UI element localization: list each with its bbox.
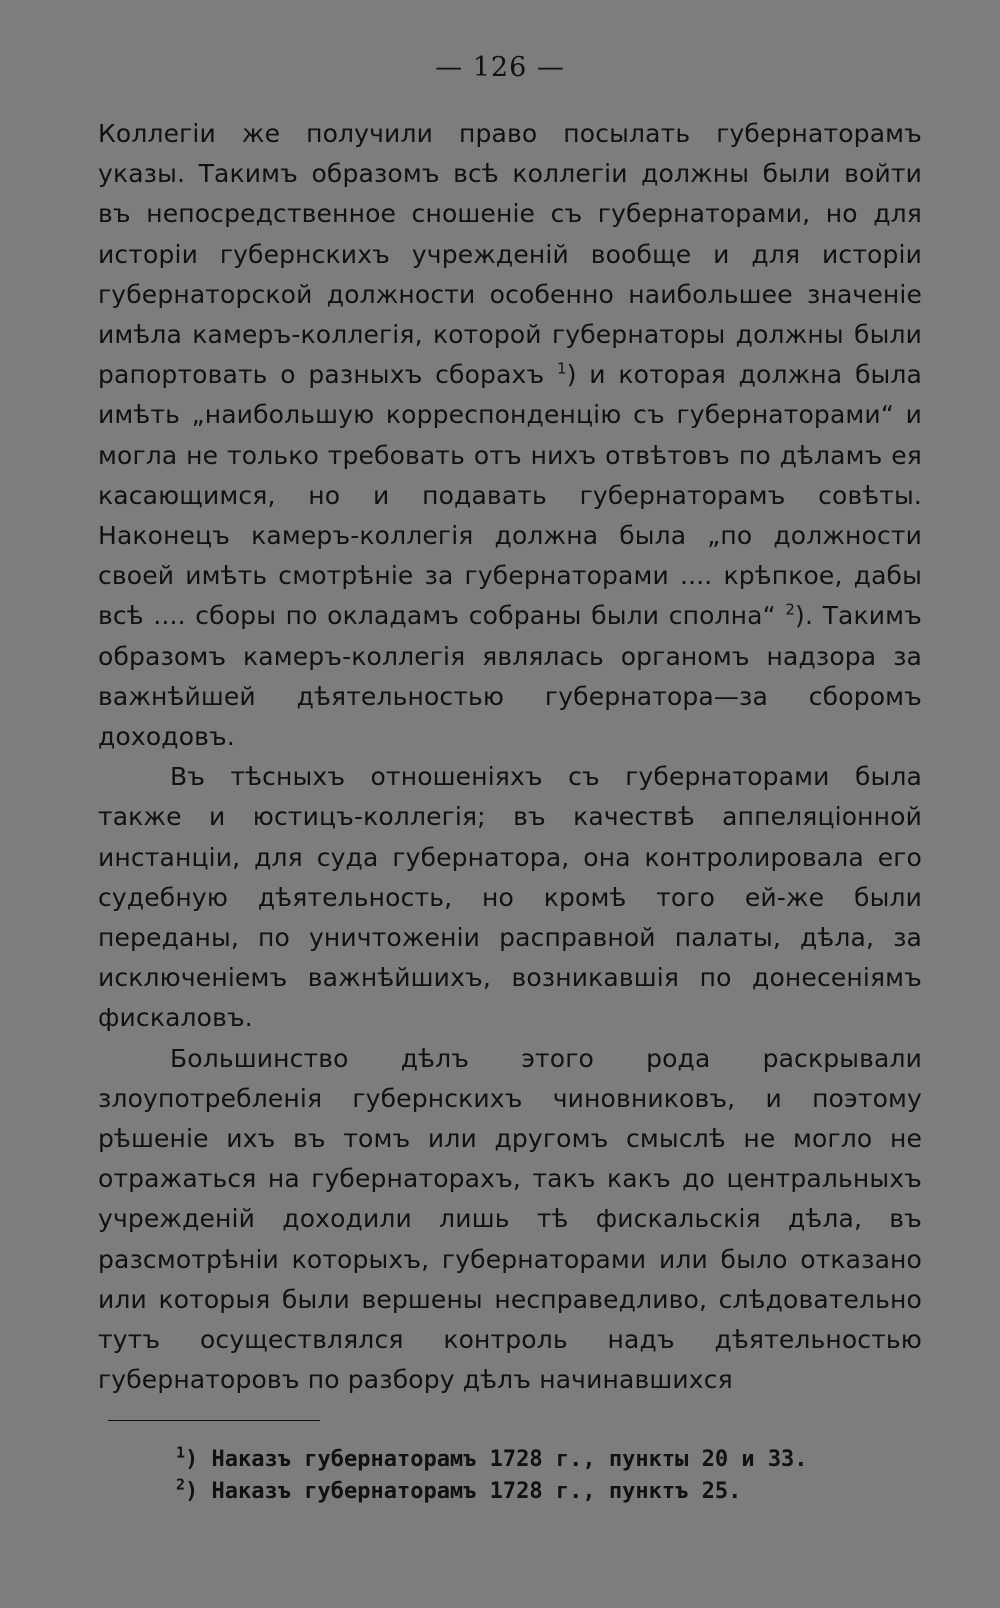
footnote-1-text: ) Наказъ губернаторамъ 1728 г., пункты 20 и 33. <box>185 1447 808 1472</box>
footnote-ref-2: 2 <box>785 601 796 620</box>
paragraph-1 <box>98 114 922 757</box>
paragraph-1-text-c: ). Такимъ образомъ камеръ-коллегія являлась органомъ надзора за важнѣйшей дѣятельностью губернатора—за сборомъ доходовъ. <box>98 601 922 752</box>
footnote-2-mark: 2 <box>176 1475 186 1494</box>
footnote-2 <box>176 1476 916 1508</box>
footnote-ref-1: 1 <box>557 359 567 378</box>
page-number: — 126 — <box>435 52 565 83</box>
footnote-1 <box>176 1444 916 1476</box>
footnote-2-text: ) Наказъ губернаторамъ 1728 г., пунктъ 25. <box>185 1479 742 1504</box>
footnotes <box>176 1444 916 1508</box>
paragraph-3: Большинство дѣлъ этого рода раскрывали злоупотребленія губернскихъ чиновниковъ, и поэтому рѣшеніе ихъ въ томъ или другомъ смыслѣ не могло не отражаться на губернаторахъ, такъ какъ до центральныхъ учрежденій доходили лишь тѣ фискальскія дѣла, въ разсмотрѣніи которыхъ, губернаторами или было отказано или которыя были вершены несправедливо, слѣдовательно тутъ осуществлялся контроль надъ дѣятельностью губернаторовъ по разбору дѣлъ начинавшихся <box>98 1043 922 1395</box>
body-text <box>98 114 922 1401</box>
paragraph-1-text-a: Коллегіи же получили право посылать губернаторамъ указы. Такимъ образомъ всѣ коллегіи должны были войти въ непосредственное сношеніе съ губернаторами, но для исторіи губернскихъ учрежденій вообще и для исторіи губернаторской должности особенно наибольшее значеніе имѣла камеръ-коллегія, которой губернаторы должны были рапортовать о разныхъ сборахъ <box>98 119 922 390</box>
footnote-1-mark: 1 <box>176 1443 186 1462</box>
paragraph-1-text-b: ) и которая должна была имѣть „наибольшую корреспонденцію съ губернаторами“ и могла не только требовать отъ нихъ отвѣтовъ по дѣламъ ея касающимся, но и подавать губернаторамъ совѣты. Наконецъ камеръ-коллегія должна была „по должности своей имѣть смотрѣніе за губернаторами .... крѣпкое, дабы всѣ .... сборы по окладамъ собраны были сполна“ <box>98 360 923 631</box>
paragraph-2: Въ тѣсныхъ отношеніяхъ съ губернаторами была также и юстицъ-коллегія; въ качествѣ аппеляціонной инстанціи, для суда губернатора, она контролировала его судебную дѣятельность, но кромѣ того ей-же были переданы, по уничтоженіи расправной палаты, дѣла, за исключеніемъ важнѣйшихъ, возникавшія по донесеніямъ фискаловъ. <box>98 762 922 1033</box>
footnote-divider <box>108 1420 320 1421</box>
